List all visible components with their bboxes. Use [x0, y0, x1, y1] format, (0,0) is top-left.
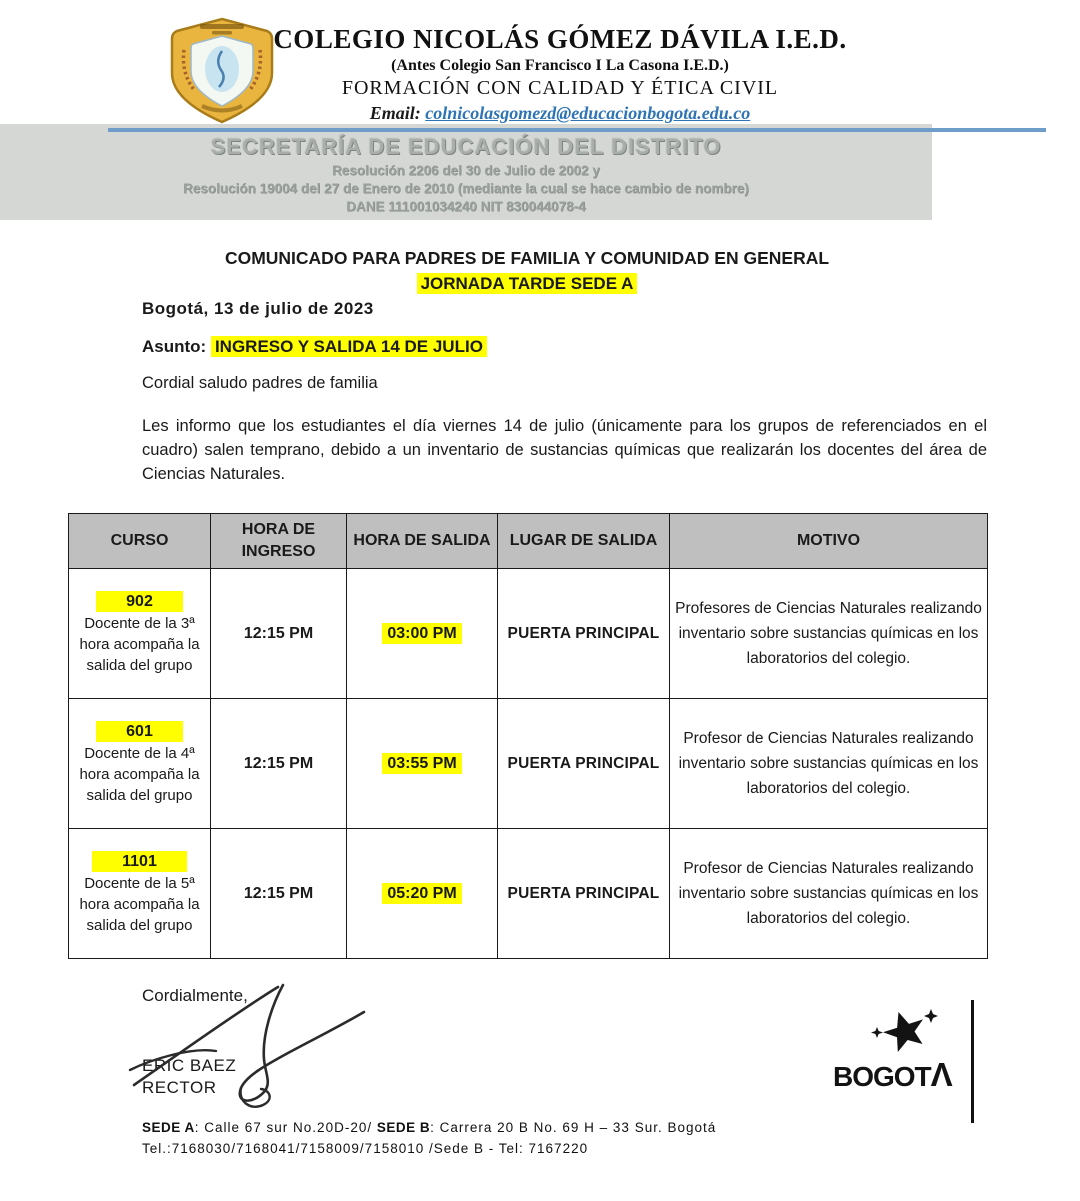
- lugar-cell: PUERTA PRINCIPAL: [498, 569, 670, 699]
- blue-rule: [108, 128, 1046, 132]
- salida-highlight: 03:55 PM: [382, 753, 461, 774]
- school-name: COLEGIO NICOLÁS GÓMEZ DÁVILA I.E.D.: [273, 24, 847, 54]
- bogota-wordmark-lambda: Λ: [930, 1056, 952, 1093]
- curso-note: Docente de la 4ª hora acompaña la salida del grupo: [79, 745, 200, 804]
- curso-number-highlight: 601: [96, 721, 183, 742]
- salida-highlight: 05:20 PM: [382, 883, 461, 904]
- motivo-cell: Profesores de Ciencias Naturales realizando inventario sobre sustancias químicas en los laboratorios del colegio.: [670, 569, 988, 699]
- col-header-lugar-salida: LUGAR DE SALIDA: [498, 514, 670, 569]
- sede-a-label: SEDE A: [142, 1120, 195, 1135]
- banner-resolution-2: Resolución 19004 del 27 de Enero de 2010 (mediante la cual se hace cambio de nombre): [183, 181, 749, 196]
- lugar-cell: PUERTA PRINCIPAL: [498, 829, 670, 959]
- motivo-cell: Profesor de Ciencias Naturales realizando inventario sobre sustancias químicas en los laboratorios del colegio.: [670, 829, 988, 959]
- date-line: Bogotá, 13 de julio de 2023: [142, 299, 374, 318]
- greeting: Cordial saludo padres de familia: [142, 374, 378, 392]
- banner-title: SECRETARÍA DE EDUCACIÓN DEL DISTRITO: [210, 134, 722, 159]
- bogota-logo: [833, 1005, 952, 1100]
- curso-note: Docente de la 3ª hora acompaña la salida del grupo: [79, 615, 200, 674]
- salida-highlight: 03:00 PM: [382, 623, 461, 644]
- table-row: [69, 829, 988, 959]
- table-header-row: [69, 514, 988, 569]
- letterhead: [180, 24, 940, 124]
- banner-dane-nit: DANE 111001034240 NIT 830044078-4: [346, 199, 586, 214]
- curso-number-highlight: 902: [96, 591, 183, 612]
- curso-cell: [69, 829, 211, 959]
- col-header-curso: CURSO: [69, 514, 211, 569]
- hora-ingreso-cell: 12:15 PM: [211, 829, 347, 959]
- curso-cell: [69, 569, 211, 699]
- hora-ingreso-cell: 12:15 PM: [211, 699, 347, 829]
- banner-resolution-1: Resolución 2206 del 30 de Julio de 2002 y: [332, 163, 600, 178]
- email-link[interactable]: colnicolasgomezd@educacionbogota.edu.co: [425, 103, 751, 123]
- curso-cell: [69, 699, 211, 829]
- star-icon: [865, 1005, 943, 1057]
- bogota-wordmark-body: BOGOT: [833, 1061, 931, 1092]
- hora-ingreso-cell: 12:15 PM: [211, 569, 347, 699]
- hora-salida-cell: [347, 699, 498, 829]
- school-former-name: (Antes Colegio San Francisco I La Casona I.E.D.): [391, 57, 729, 74]
- col-header-hora-ingreso: HORA DE INGRESO: [211, 514, 347, 569]
- subject-line: [142, 337, 487, 357]
- lugar-cell: PUERTA PRINCIPAL: [498, 699, 670, 829]
- closing-line: Cordialmente,: [142, 986, 248, 1005]
- bogota-wordmark: [833, 1056, 952, 1094]
- right-vertical-rule: [971, 1000, 974, 1123]
- footer-address: [142, 1117, 862, 1159]
- subtitle-highlight: JORNADA TARDE SEDE A: [417, 273, 638, 294]
- col-header-hora-salida: HORA DE SALIDA: [347, 514, 498, 569]
- sede-b-text: : Carrera 20 B No. 69 H – 33 Sur. Bogotá: [430, 1120, 717, 1135]
- hora-salida-cell: [347, 829, 498, 959]
- table-row: [69, 699, 988, 829]
- table-row: [69, 569, 988, 699]
- document-subtitle: [68, 274, 986, 294]
- schedule-table: [68, 513, 988, 959]
- secretary-banner: [0, 124, 932, 220]
- footer-line-1: [142, 1117, 862, 1138]
- document-title: COMUNICADO PARA PADRES DE FAMILIA Y COMUNIDAD EN GENERAL: [224, 248, 830, 268]
- signer-title: RECTOR: [142, 1078, 217, 1097]
- curso-number-highlight: 1101: [92, 851, 187, 872]
- signer-name: ERIC BAEZ: [142, 1056, 237, 1075]
- body-paragraph: Les informo que los estudiantes el día viernes 14 de julio (únicamente para los grupos de referenciados en el cuadro) salen temprano, debido a un inventario de sustancias químicas que realizarán los docentes del área de Ciencias Naturales.: [142, 417, 987, 483]
- subject-highlight: INGRESO Y SALIDA 14 DE JULIO: [211, 336, 487, 357]
- school-motto: FORMACIÓN CON CALIDAD Y ÉTICA CIVIL: [341, 77, 779, 99]
- hora-salida-cell: [347, 569, 498, 699]
- curso-note: Docente de la 5ª hora acompaña la salida del grupo: [79, 875, 200, 934]
- motivo-cell: Profesor de Ciencias Naturales realizando inventario sobre sustancias químicas en los laboratorios del colegio.: [670, 699, 988, 829]
- sede-b-label: SEDE B: [376, 1120, 431, 1135]
- sede-a-text: : Calle 67 sur No.20D-20/: [194, 1120, 377, 1135]
- col-header-motivo: MOTIVO: [670, 514, 988, 569]
- footer-line-2: Tel.:7168030/7168041/7158009/7158010 /Sede B - Tel: 7167220: [142, 1141, 589, 1156]
- email-label: Email:: [369, 103, 421, 123]
- subject-label: Asunto:: [142, 337, 211, 356]
- email-line: [180, 103, 940, 124]
